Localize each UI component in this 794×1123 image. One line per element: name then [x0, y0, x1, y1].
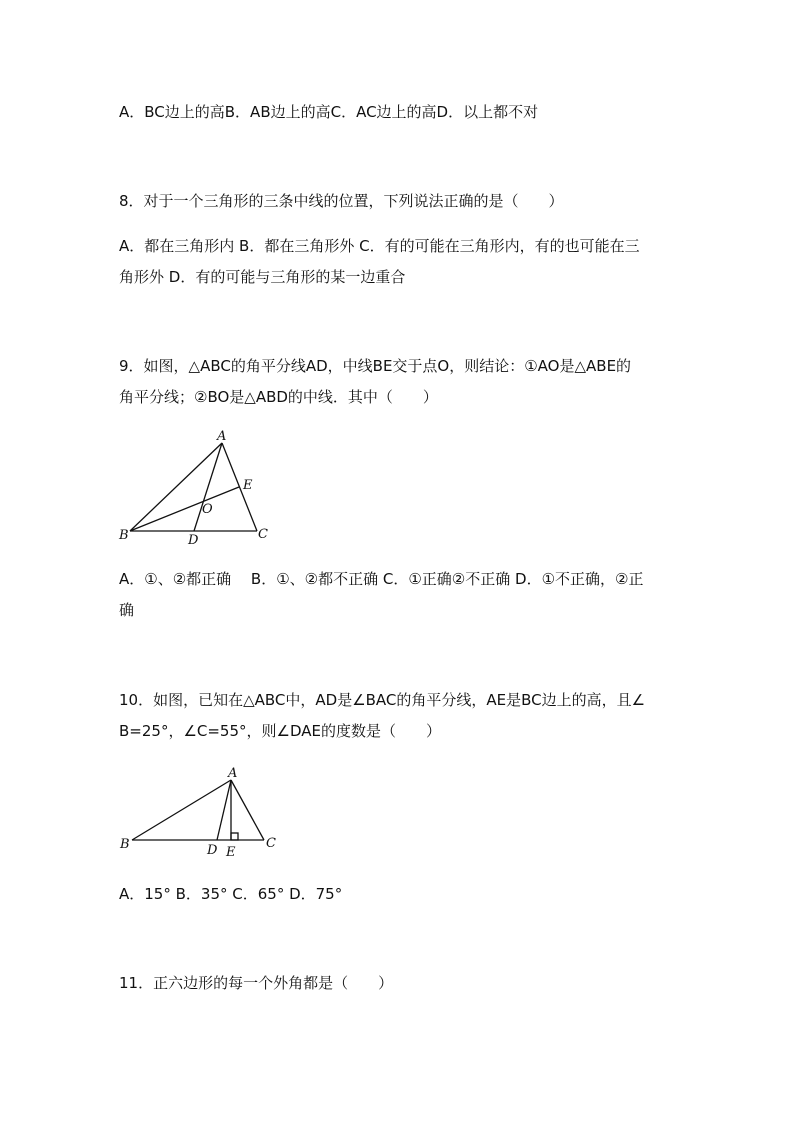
q9-stem-line2: 角平分线；②BO是△ABD的中线．其中（ ）: [119, 388, 438, 406]
q9-triangle-figure: [115, 425, 285, 550]
q8-options-line1: A．都在三角形内 B．都在三角形外 C．有的可能在三角形内，有的也可能在三: [119, 237, 640, 255]
q9-label-d: D: [188, 533, 199, 548]
q10-bisector-ad: [217, 780, 231, 840]
q10-label-e: E: [226, 845, 236, 860]
q9-label-b: B: [119, 528, 129, 543]
q10-label-c: C: [266, 836, 276, 851]
q9-label-e: E: [243, 478, 253, 493]
q11-stem: 11．正六边形的每一个外角都是（ ）: [119, 974, 394, 992]
q10-stem-line1: 10．如图，已知在△ABC中，AD是∠BAC的角平分线，AE是BC边上的高，且∠: [119, 691, 646, 709]
q8-stem: 8．对于一个三角形的三条中线的位置，下列说法正确的是（ ）: [119, 192, 564, 210]
q10-triangle-figure: [115, 762, 290, 862]
q10-right-angle-mark: [231, 833, 238, 840]
q9-options-line2: 确: [119, 601, 135, 619]
q10-side-ab: [132, 780, 231, 840]
q9-label-c: C: [258, 527, 268, 542]
q9-label-o: O: [202, 502, 213, 517]
q10-label-d: D: [207, 843, 218, 858]
q10-stem-line2: B=25°，∠C=55°，则∠DAE的度数是（ ）: [119, 722, 441, 740]
q9-median-be: [130, 487, 239, 531]
q8-options-line2: 角形外 D．有的可能与三角形的某一边重合: [119, 268, 406, 286]
q9-label-a: A: [217, 429, 227, 444]
q10-side-ac: [231, 780, 264, 840]
q9-stem-line1: 9．如图，△ABC的角平分线AD，中线BE交于点O，则结论：①AO是△ABE的: [119, 357, 632, 375]
q10-options: A．15° B．35° C．65° D．75°: [119, 885, 343, 903]
q10-label-b: B: [120, 837, 130, 852]
q9-options-line1: A．①、②都正确 B．①、②都不正确 C．①正确②不正确 D．①不正确，②正: [119, 570, 644, 588]
q7-options: A．BC边上的高B．AB边上的高C．AC边上的高D．以上都不对: [119, 103, 539, 121]
q10-label-a: A: [228, 766, 238, 781]
